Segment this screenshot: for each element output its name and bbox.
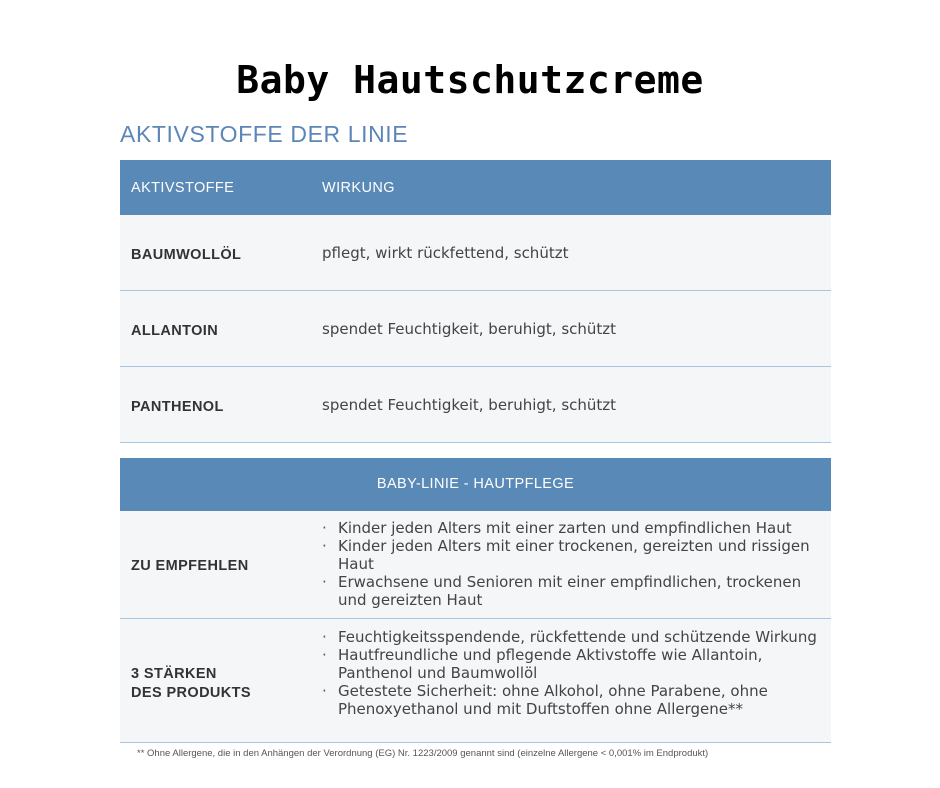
row-label: ZU EMPFEHLEN	[131, 558, 249, 574]
bullet-item: · Feuchtigkeitsspendende, rückfettende und schützende Wirkung	[322, 628, 828, 646]
baby-line-skincare-table	[120, 458, 831, 743]
bullet-item: · Getestete Sicherheit: ohne Alkohol, ohne Parabene, ohne Phenoxyethanol und mit Duftstoffen ohne Allergene**	[322, 682, 828, 718]
row-label	[131, 665, 251, 703]
column-header-effect: WIRKUNG	[322, 180, 395, 196]
bullet-list	[322, 519, 828, 609]
table-row-strengths	[120, 619, 831, 743]
ingredient-name: BAUMWOLLÖL	[131, 247, 242, 263]
ingredient-name: PANTHENOL	[131, 399, 224, 415]
column-header-active-ingredients: AKTIVSTOFFE	[131, 180, 235, 196]
row-label-line: 3 STÄRKEN	[131, 666, 217, 682]
table-row	[120, 291, 831, 367]
footnote: ** Ohne Allergene, die in den Anhängen der Verordnung (EG) Nr. 1223/2009 genannt sind (einzelne Allergene < 0,001% im Endprodukt)	[137, 748, 709, 759]
table-header: BABY-LINIE - HAUTPFLEGE	[120, 458, 831, 511]
ingredient-effect: spendet Feuchtigkeit, beruhigt, schützt	[322, 396, 617, 414]
table-row-recommended	[120, 511, 831, 619]
bullet-item: · Kinder jeden Alters mit einer zarten und empfindlichen Haut	[322, 519, 828, 537]
ingredient-name: ALLANTOIN	[131, 323, 219, 339]
active-ingredients-table	[120, 160, 831, 443]
bullet-item: · Kinder jeden Alters mit einer trockenen, gereizten und rissigen Haut	[322, 537, 828, 573]
page-title: Baby Hautschutzcreme	[236, 58, 704, 102]
ingredient-effect: pflegt, wirkt rückfettend, schützt	[322, 244, 569, 262]
section-title: AKTIVSTOFFE DER LINIE	[120, 121, 409, 147]
table-row	[120, 367, 831, 443]
bullet-item: · Hautfreundliche und pflegende Aktivstoffe wie Allantoin, Panthenol und Baumwollöl	[322, 646, 828, 682]
table-row	[120, 215, 831, 291]
bullet-item: · Erwachsene und Senioren mit einer empfindlichen, trockenen und gereizten Haut	[322, 573, 828, 609]
table-header	[120, 160, 831, 215]
row-label-line: DES PRODUKTS	[131, 685, 252, 701]
bullet-list	[322, 628, 828, 718]
ingredient-effect: spendet Feuchtigkeit, beruhigt, schützt	[322, 320, 617, 338]
